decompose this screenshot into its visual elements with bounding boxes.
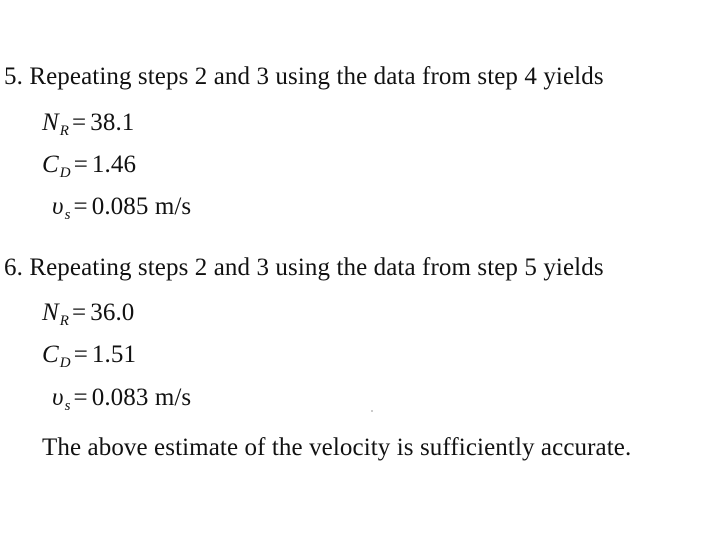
vs-symbol: υ: [52, 384, 64, 411]
vs-subscript: s: [64, 207, 71, 223]
equals-sign: =: [73, 193, 88, 220]
step-6-heading: [4, 253, 604, 283]
step-6-drag-coefficient: [42, 340, 136, 373]
step-5-settling-velocity: [52, 192, 191, 225]
step-5-text: Repeating steps 2 and 3 using the data from step 4 yields: [29, 63, 604, 90]
step-5-number: 5.: [4, 63, 23, 90]
nr-subscript: R: [59, 313, 70, 329]
equals-sign: =: [72, 299, 87, 326]
equals-sign: =: [72, 109, 87, 136]
equals-sign: =: [73, 341, 88, 368]
equals-sign: =: [73, 151, 88, 178]
cd-subscript: D: [59, 355, 71, 371]
nr-subscript: R: [59, 123, 70, 139]
equals-sign: =: [73, 384, 88, 411]
vs-subscript: s: [64, 398, 71, 414]
cd-symbol: C: [42, 151, 59, 178]
step-6-reynolds-number: [42, 298, 134, 331]
cd-value: 1.46: [91, 151, 137, 178]
step-6-settling-velocity: [52, 383, 191, 416]
step-5-heading: [4, 62, 604, 92]
vs-value: 0.085 m/s: [91, 193, 192, 220]
vs-symbol: υ: [52, 193, 64, 220]
cd-symbol: C: [42, 341, 59, 368]
step-6-number: 6.: [4, 254, 23, 281]
scan-speck: [371, 410, 373, 412]
cd-value: 1.51: [91, 341, 137, 368]
nr-symbol: N: [42, 109, 59, 136]
step-5-drag-coefficient: [42, 150, 136, 183]
nr-symbol: N: [42, 299, 59, 326]
cd-subscript: D: [59, 165, 71, 181]
step-5-reynolds-number: [42, 108, 134, 141]
nr-value: 38.1: [90, 109, 135, 136]
conclusion-text: The above estimate of the velocity is sufficiently accurate.: [42, 434, 632, 461]
step-6-text: Repeating steps 2 and 3 using the data from step 5 yields: [29, 254, 604, 281]
nr-value: 36.0: [90, 299, 135, 326]
vs-value: 0.083 m/s: [91, 384, 192, 411]
